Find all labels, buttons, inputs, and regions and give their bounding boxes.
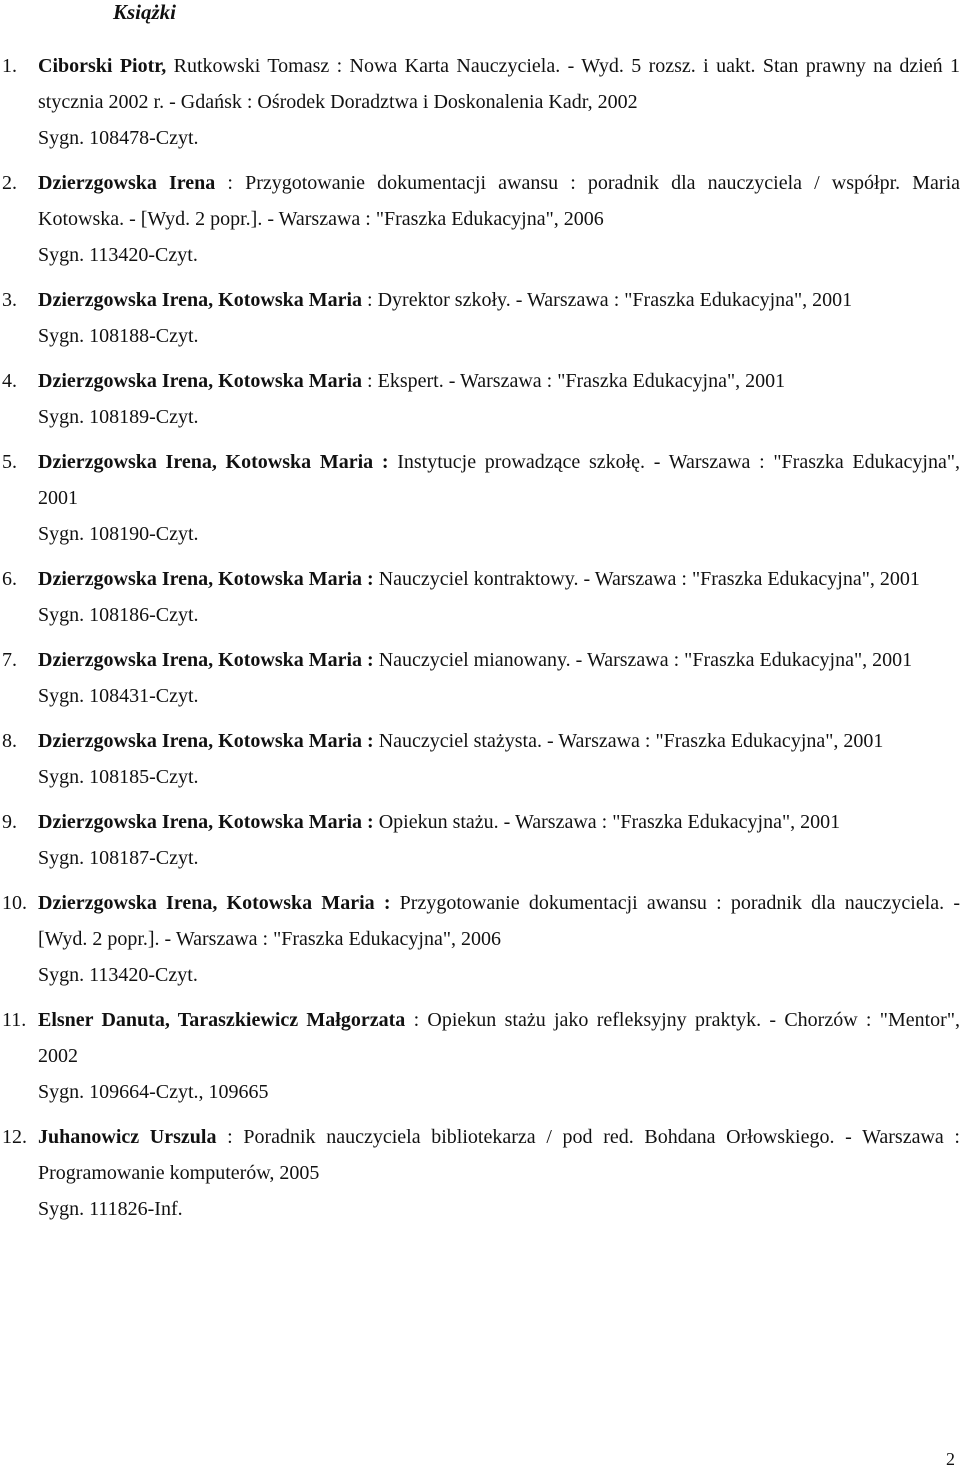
entry-author: Dzierzgowska Irena, Kotowska Maria [38,289,363,311]
entry-description: : Opiekun stażu jako refleksyjny praktyk. - Chorzów : "Mentor", 2002 [38,1009,960,1067]
entry-description: Nauczyciel stażysta. - Warszawa : "Fraszka Edukacyjna", 2001 [373,730,884,752]
entry-author: Dzierzgowska Irena, Kotowska Maria : [38,568,374,590]
entry-number: 8. [2,730,17,752]
entry-description: Przygotowanie dokumentacji awansu : poradnik dla nauczyciela. - [Wyd. 2 popr.]. - Warszawa : "Fraszka Edukacyjna", 2006 [38,892,960,950]
entry-signature: Sygn. 108431-Czyt. [38,685,199,707]
entry-author: Dzierzgowska Irena, Kotowska Maria : [38,451,389,473]
entry-author: Elsner Danuta, Taraszkiewicz Małgorzata [38,1009,406,1031]
entry-number: 9. [2,811,17,833]
bibliography-entry [0,804,960,876]
entry-description: Opiekun stażu. - Warszawa : "Fraszka Edukacyjna", 2001 [373,811,841,833]
page-number: 2 [946,1449,955,1469]
entry-number: 7. [2,649,17,671]
entry-description: : Ekspert. - Warszawa : "Fraszka Edukacyjna", 2001 [362,370,786,392]
entry-number: 2. [2,172,17,194]
entry-signature: Sygn. 108186-Czyt. [38,604,199,626]
entry-author: Dzierzgowska Irena [38,172,216,194]
entry-author: Dzierzgowska Irena, Kotowska Maria : [38,730,374,752]
bibliography-entry [0,723,960,795]
entry-signature: Sygn. 111826-Inf. [38,1198,183,1220]
entry-description: : Poradnik nauczyciela bibliotekarza / pod red. Bohdana Orłowskiego. - Warszawa : Programowanie komputerów, 2005 [38,1126,960,1184]
bibliography-entry [0,642,960,714]
entry-number: 4. [2,370,17,392]
entry-signature: Sygn. 108189-Czyt. [38,406,199,428]
entry-author: Juhanowicz Urszula [38,1126,217,1148]
entry-author: Dzierzgowska Irena, Kotowska Maria [38,370,363,392]
entry-number: 10. [2,892,27,914]
bibliography-entry [0,165,960,273]
entry-author: Ciborski Piotr, [38,55,167,77]
entry-number: 6. [2,568,17,590]
bibliography-entry [0,885,960,993]
bibliography-entry [0,282,960,354]
bibliography-entry [0,1002,960,1110]
page-heading: Książki [113,0,177,24]
entry-description: Instytucje prowadzące szkołę. - Warszawa : "Fraszka Edukacyjna", 2001 [38,451,960,509]
entry-signature: Sygn. 108188-Czyt. [38,325,199,347]
bibliography-entry [0,1119,960,1227]
entry-signature: Sygn. 108185-Czyt. [38,766,199,788]
entry-description: Nauczyciel kontraktowy. - Warszawa : "Fraszka Edukacyjna", 2001 [373,568,920,590]
entry-author: Dzierzgowska Irena, Kotowska Maria : [38,649,374,671]
entry-description: : Przygotowanie dokumentacji awansu : poradnik dla nauczyciela / współpr. Maria Kotowska. - [Wyd. 2 popr.]. - Warszawa : "Fraszka Edukacyjna", 2006 [38,172,960,230]
entry-signature: Sygn. 109664-Czyt., 109665 [38,1081,269,1103]
entry-signature: Sygn. 113420-Czyt. [38,244,198,266]
bibliography-list [0,48,960,1227]
entry-description: : Dyrektor szkoły. - Warszawa : "Fraszka Edukacyjna", 2001 [362,289,853,311]
entry-number: 11. [2,1009,27,1031]
bibliography-entry [0,444,960,552]
entry-number: 3. [2,289,17,311]
entry-author: Dzierzgowska Irena, Kotowska Maria : [38,892,391,914]
entry-signature: Sygn. 108190-Czyt. [38,523,199,545]
entry-signature: Sygn. 108187-Czyt. [38,847,199,869]
entry-number: 1. [2,55,17,77]
bibliography-entry [0,363,960,435]
entry-signature: Sygn. 108478-Czyt. [38,127,199,149]
entry-signature: Sygn. 113420-Czyt. [38,964,198,986]
bibliography-entry [0,561,960,633]
entry-author: Dzierzgowska Irena, Kotowska Maria : [38,811,374,833]
entry-description: Nauczyciel mianowany. - Warszawa : "Fraszka Edukacyjna", 2001 [373,649,913,671]
entry-number: 5. [2,451,17,473]
entry-description: Rutkowski Tomasz : Nowa Karta Nauczyciela. - Wyd. 5 rozsz. i uakt. Stan prawny na dzień 1 stycznia 2002 r. - Gdańsk : Ośrodek Doradztwa i Doskonalenia Kadr, 2002 [38,55,960,113]
entry-number: 12. [2,1126,27,1148]
bibliography-entry [0,48,960,156]
